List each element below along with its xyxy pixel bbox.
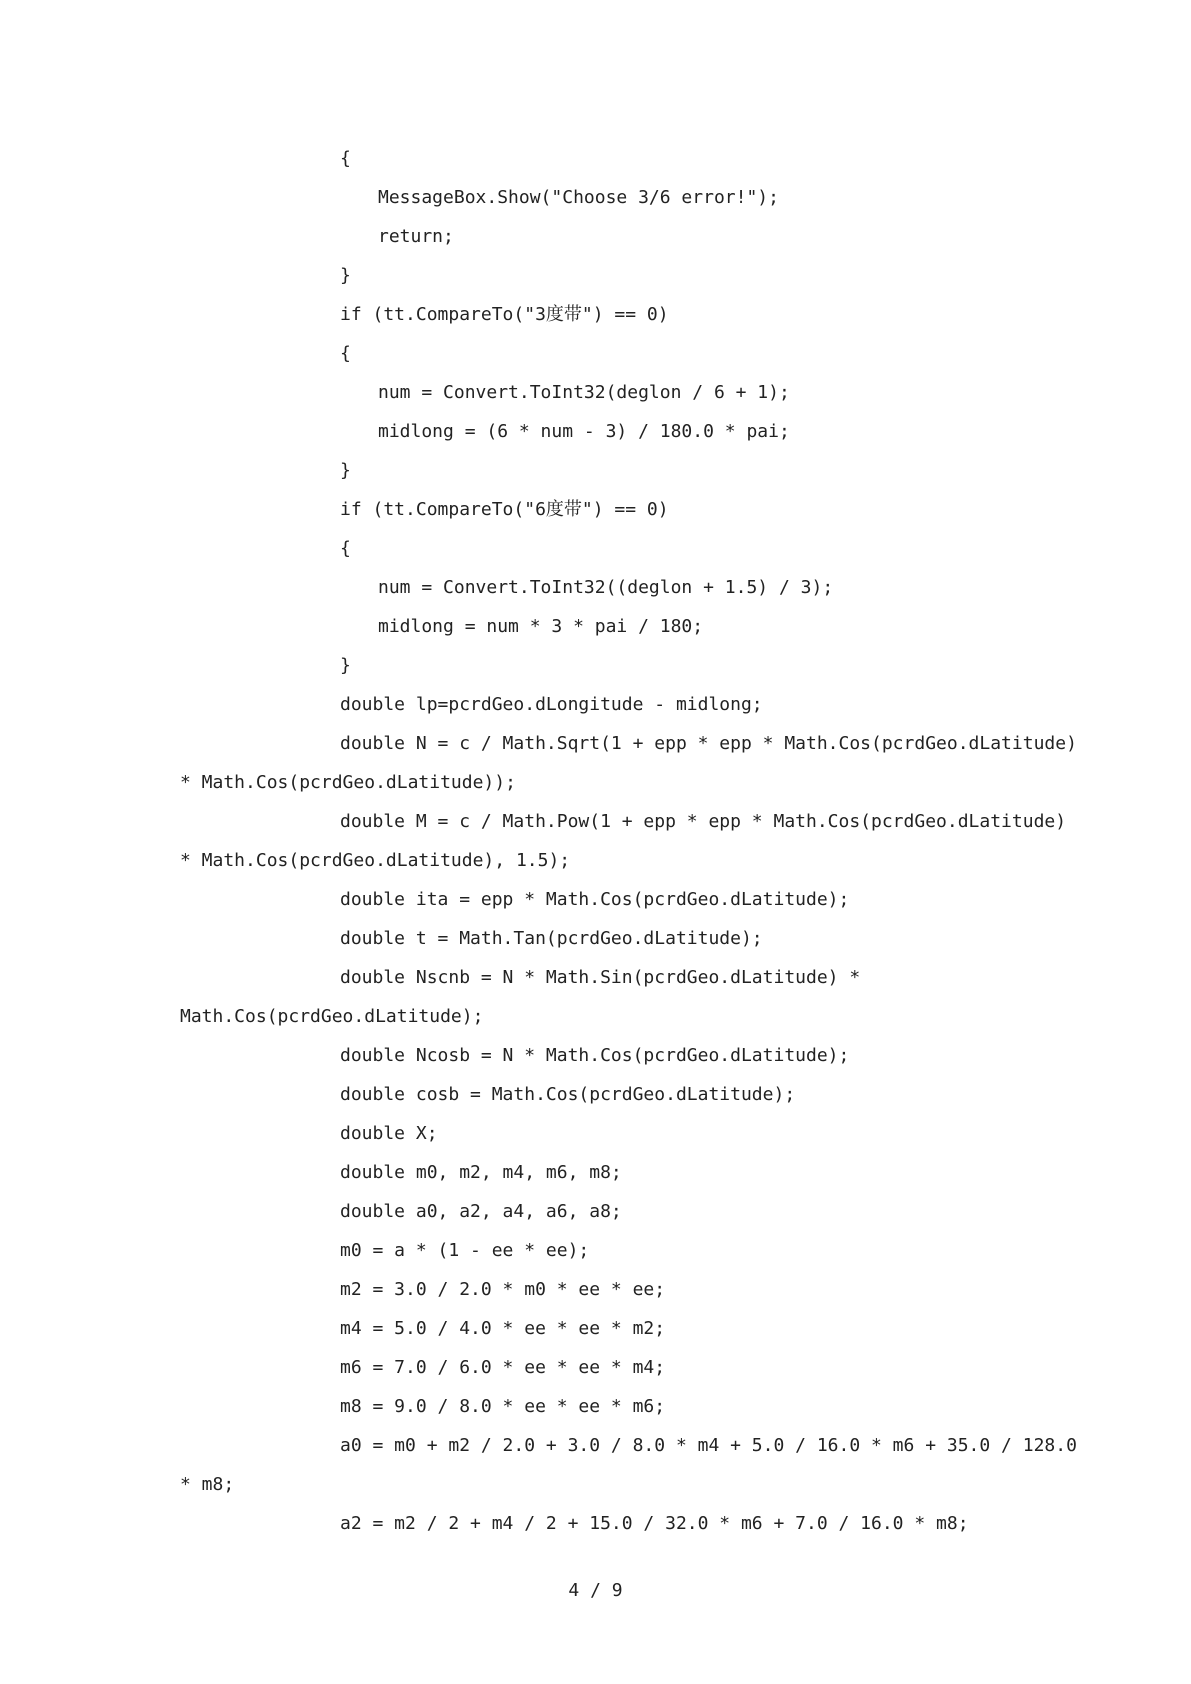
code-line-20: double ita = epp * Math.Cos(pcrdGeo.dLatitude);	[340, 889, 850, 910]
code-line-11: {	[340, 538, 351, 559]
code-line-13: midlong = num * 3 * pai / 180;	[378, 616, 704, 637]
code-line-23: Math.Cos(pcrdGeo.dLatitude);	[180, 1006, 484, 1027]
code-line-6: {	[340, 343, 351, 364]
code-line-29: m0 = a * (1 - ee * ee);	[340, 1240, 590, 1261]
code-line-34: a0 = m0 + m2 / 2.0 + 3.0 / 8.0 * m4 + 5.0 / 16.0 * m6 + 35.0 / 128.0	[340, 1435, 1077, 1456]
code-line-2: MessageBox.Show("Choose 3/6 error!");	[378, 187, 779, 208]
code-line-31: m4 = 5.0 / 4.0 * ee * ee * m2;	[340, 1318, 666, 1339]
code-line-4: }	[340, 265, 351, 286]
code-line-32: m6 = 7.0 / 6.0 * ee * ee * m4;	[340, 1357, 666, 1378]
code-line-18: double M = c / Math.Pow(1 + epp * epp * Math.Cos(pcrdGeo.dLatitude)	[340, 811, 1067, 832]
code-line-9: }	[340, 460, 351, 481]
code-line-10: if (tt.CompareTo("6度带") == 0)	[340, 499, 669, 520]
code-line-28: double a0, a2, a4, a6, a8;	[340, 1201, 622, 1222]
code-line-27: double m0, m2, m4, m6, m8;	[340, 1162, 622, 1183]
code-line-22: double Nscnb = N * Math.Sin(pcrdGeo.dLatitude) *	[340, 967, 861, 988]
code-line-26: double X;	[340, 1123, 438, 1144]
code-line-24: double Ncosb = N * Math.Cos(pcrdGeo.dLatitude);	[340, 1045, 850, 1066]
code-line-12: num = Convert.ToInt32((deglon + 1.5) / 3);	[378, 577, 834, 598]
code-line-30: m2 = 3.0 / 2.0 * m0 * ee * ee;	[340, 1279, 666, 1300]
code-line-5: if (tt.CompareTo("3度带") == 0)	[340, 304, 669, 325]
code-line-36: a2 = m2 / 2 + m4 / 2 + 15.0 / 32.0 * m6 + 7.0 / 16.0 * m8;	[340, 1513, 969, 1534]
code-line-3: return;	[378, 226, 454, 247]
code-line-19: * Math.Cos(pcrdGeo.dLatitude), 1.5);	[180, 850, 571, 871]
code-line-14: }	[340, 655, 351, 676]
code-line-21: double t = Math.Tan(pcrdGeo.dLatitude);	[340, 928, 763, 949]
code-line-7: num = Convert.ToInt32(deglon / 6 + 1);	[378, 382, 790, 403]
page-number: 4 / 9	[568, 1580, 623, 1601]
code-line-8: midlong = (6 * num - 3) / 180.0 * pai;	[378, 421, 790, 442]
code-line-33: m8 = 9.0 / 8.0 * ee * ee * m6;	[340, 1396, 666, 1417]
code-line-16: double N = c / Math.Sqrt(1 + epp * epp * Math.Cos(pcrdGeo.dLatitude)	[340, 733, 1077, 754]
code-line-17: * Math.Cos(pcrdGeo.dLatitude));	[180, 772, 516, 793]
code-line-1: {	[340, 148, 351, 169]
code-line-35: * m8;	[180, 1474, 235, 1495]
code-line-15: double lp=pcrdGeo.dLongitude - midlong;	[340, 694, 763, 715]
code-line-25: double cosb = Math.Cos(pcrdGeo.dLatitude);	[340, 1084, 796, 1105]
